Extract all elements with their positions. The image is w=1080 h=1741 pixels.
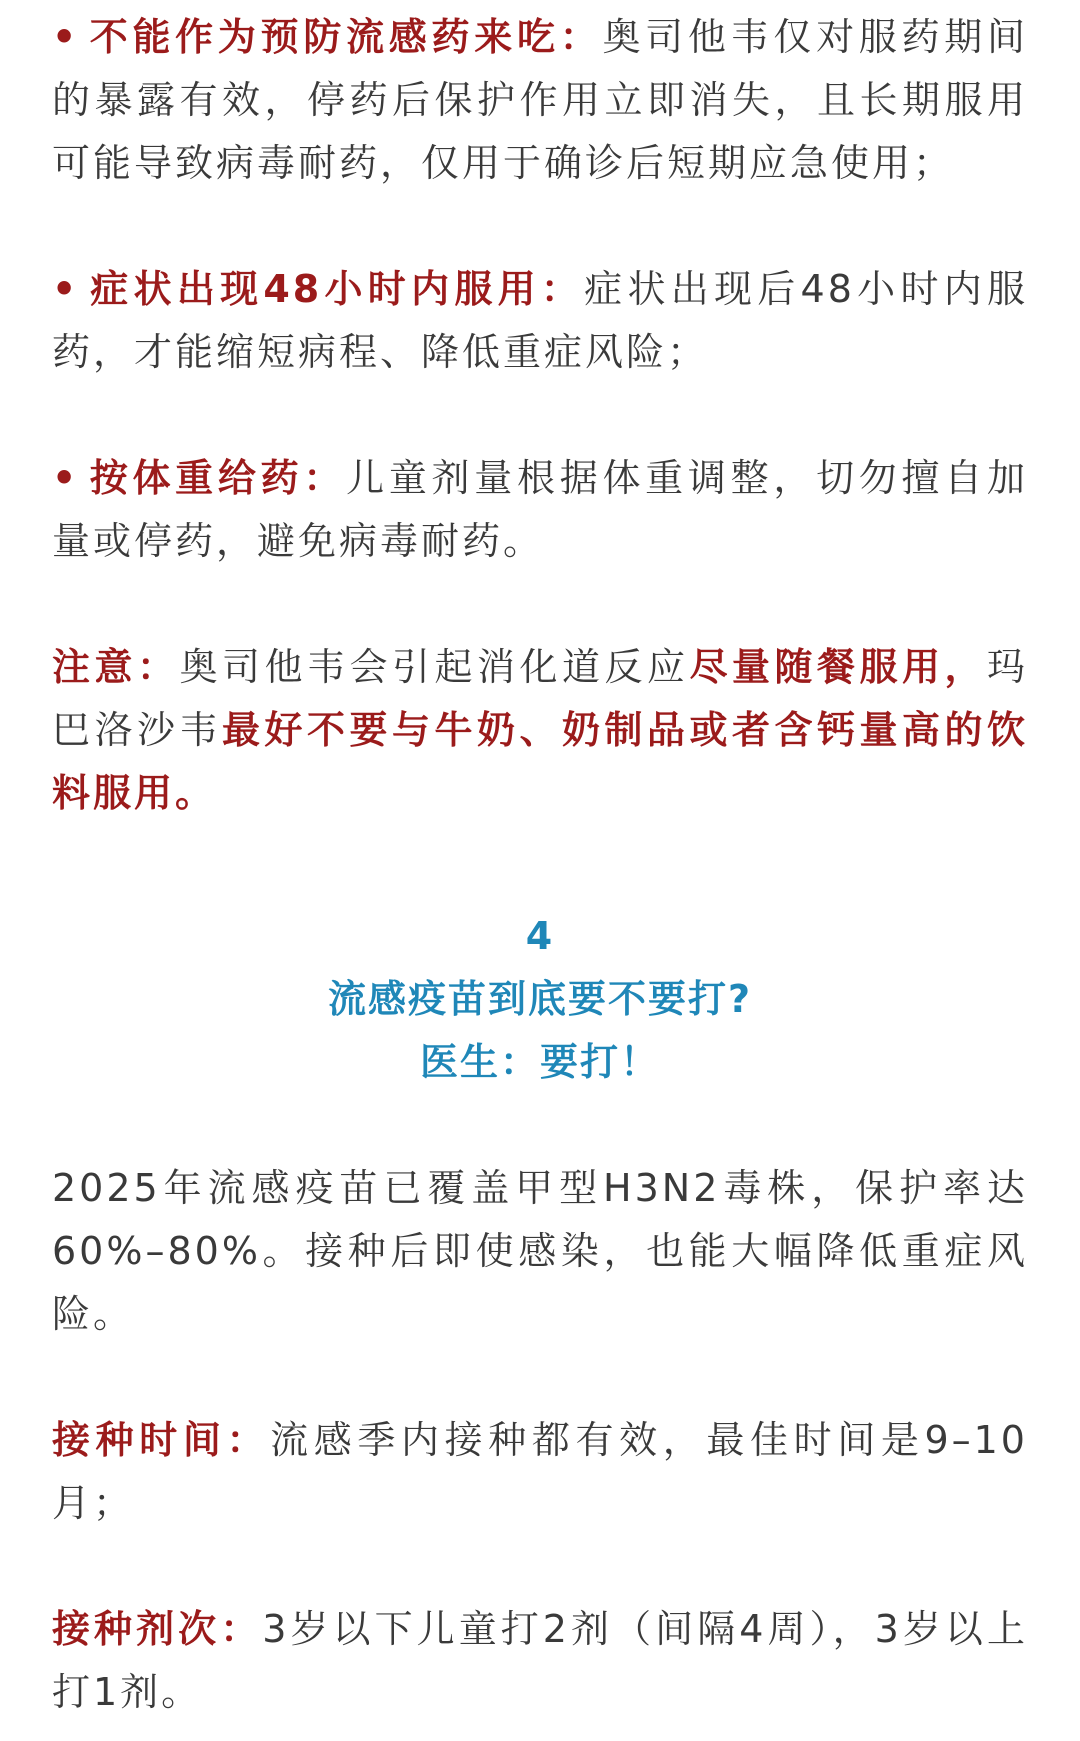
vaccination-time-item [52,1409,1028,1535]
bullet-title: 不能作为预防流感药来吃： [88,15,603,59]
note-paragraph [52,636,1028,825]
bullet-text: 奥司他韦仅对服药期间的暴露有效，停药后保护作用立即消失，且长期服用可能导致病毒耐药，仅用于确诊后短期应急使用； [52,15,1028,185]
item-label: 接种剂次： [52,1607,263,1651]
note-text-2: 玛巴洛沙韦 [52,645,1028,752]
bullet-item-48-hours [52,258,1028,384]
section-number: 4 [525,914,555,958]
bullet-dot: • [52,267,80,311]
article-body [52,6,1028,1724]
bullet-title: 症状出现48小时内服用： [88,267,585,311]
bullet-item-prevention [52,6,1028,195]
section-heading [52,905,1028,1094]
note-highlight-1: 尽量随餐服用， [689,645,987,689]
item-label: 接种时间： [52,1418,271,1462]
vaccination-dose-item [52,1598,1028,1724]
note-label: 注意： [52,645,180,689]
item-text: 流感季内接种都有效，最佳时间是9–10月； [52,1418,1028,1525]
note-highlight-2: 最好不要与牛奶、奶制品或者含钙量高的饮料服用。 [52,708,1028,815]
bullet-dot: • [52,15,80,59]
item-text: 3岁以下儿童打2剂（间隔4周），3岁以上打1剂。 [52,1607,1028,1714]
bullet-item-weight-dosage [52,447,1028,573]
bullet-text: 症状出现后48小时内服药，才能缩短病程、降低重症风险； [52,267,1028,374]
bullet-title: 按体重给药： [88,456,347,500]
bullet-dot: • [52,456,80,500]
section-title: 流感疫苗到底要不要打? [327,977,753,1021]
bullet-text: 儿童剂量根据体重调整，切勿擅自加量或停药，避免病毒耐药。 [52,456,1028,563]
note-text-1: 奥司他韦会引起消化道反应 [179,645,690,689]
vaccine-intro: 2025年流感疫苗已覆盖甲型H3N2毒株，保护率达60%–80%。接种后即使感染，也能大幅降低重症风险。 [52,1166,1028,1336]
section-subtitle: 医生：要打！ [419,1040,660,1084]
